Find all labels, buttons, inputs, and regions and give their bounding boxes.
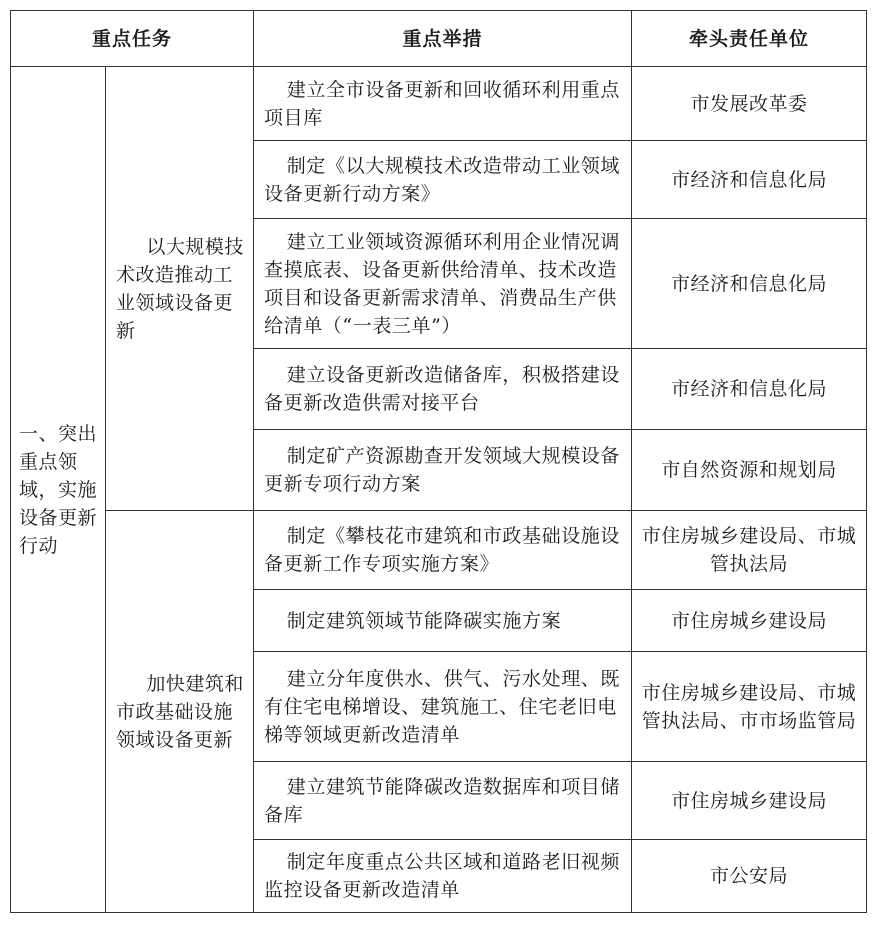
measure-cell: 制定矿产资源勘查开发领域大规模设备更新专项行动方案 (254, 430, 632, 511)
key-tasks-table (10, 10, 867, 913)
main-task-cell: 一、突出重点领域，实施设备更新行动 (11, 67, 106, 913)
lead-unit-cell: 市公安局 (632, 840, 867, 913)
measure-cell: 建立工业领域资源循环利用企业情况调查摸底表、设备更新供给清单、技术改造项目和设备更新需求清单、消费品生产供给清单（“一表三单”） (254, 219, 632, 349)
lead-unit-cell: 市经济和信息化局 (632, 219, 867, 349)
measure-cell: 制定建筑领域节能降碳实施方案 (254, 590, 632, 652)
policy-table-document (10, 10, 867, 913)
lead-unit-cell: 市发展改革委 (632, 67, 867, 141)
measure-cell: 建立建筑节能降碳改造数据库和项目储备库 (254, 762, 632, 840)
lead-unit-cell: 市住房城乡建设局、市城管执法局、市市场监管局 (632, 652, 867, 762)
lead-unit-cell: 市住房城乡建设局 (632, 590, 867, 652)
header-lead-unit: 牵头责任单位 (632, 11, 867, 67)
table-row (11, 67, 867, 141)
table-row (11, 511, 867, 590)
measure-cell: 制定《以大规模技术改造带动工业领域设备更新行动方案》 (254, 141, 632, 219)
measure-cell: 建立设备更新改造储备库，积极搭建设备更新改造供需对接平台 (254, 349, 632, 430)
lead-unit-cell: 市经济和信息化局 (632, 349, 867, 430)
measure-cell: 建立分年度供水、供气、污水处理、既有住宅电梯增设、建筑施工、住宅老旧电梯等领域更新改造清单 (254, 652, 632, 762)
header-row (11, 11, 867, 67)
lead-unit-cell: 市经济和信息化局 (632, 141, 867, 219)
lead-unit-cell: 市自然资源和规划局 (632, 430, 867, 511)
subtask-cell: 以大规模技术改造推动工业领域设备更新 (106, 67, 254, 511)
measure-cell: 建立全市设备更新和回收循环利用重点项目库 (254, 67, 632, 141)
lead-unit-cell: 市住房城乡建设局 (632, 762, 867, 840)
lead-unit-cell: 市住房城乡建设局、市城管执法局 (632, 511, 867, 590)
measure-cell: 制定年度重点公共区域和道路老旧视频监控设备更新改造清单 (254, 840, 632, 913)
header-key-task: 重点任务 (11, 11, 254, 67)
header-key-measure: 重点举措 (254, 11, 632, 67)
measure-cell: 制定《攀枝花市建筑和市政基础设施设备更新工作专项实施方案》 (254, 511, 632, 590)
subtask-cell: 加快建筑和市政基础设施领域设备更新 (106, 511, 254, 913)
